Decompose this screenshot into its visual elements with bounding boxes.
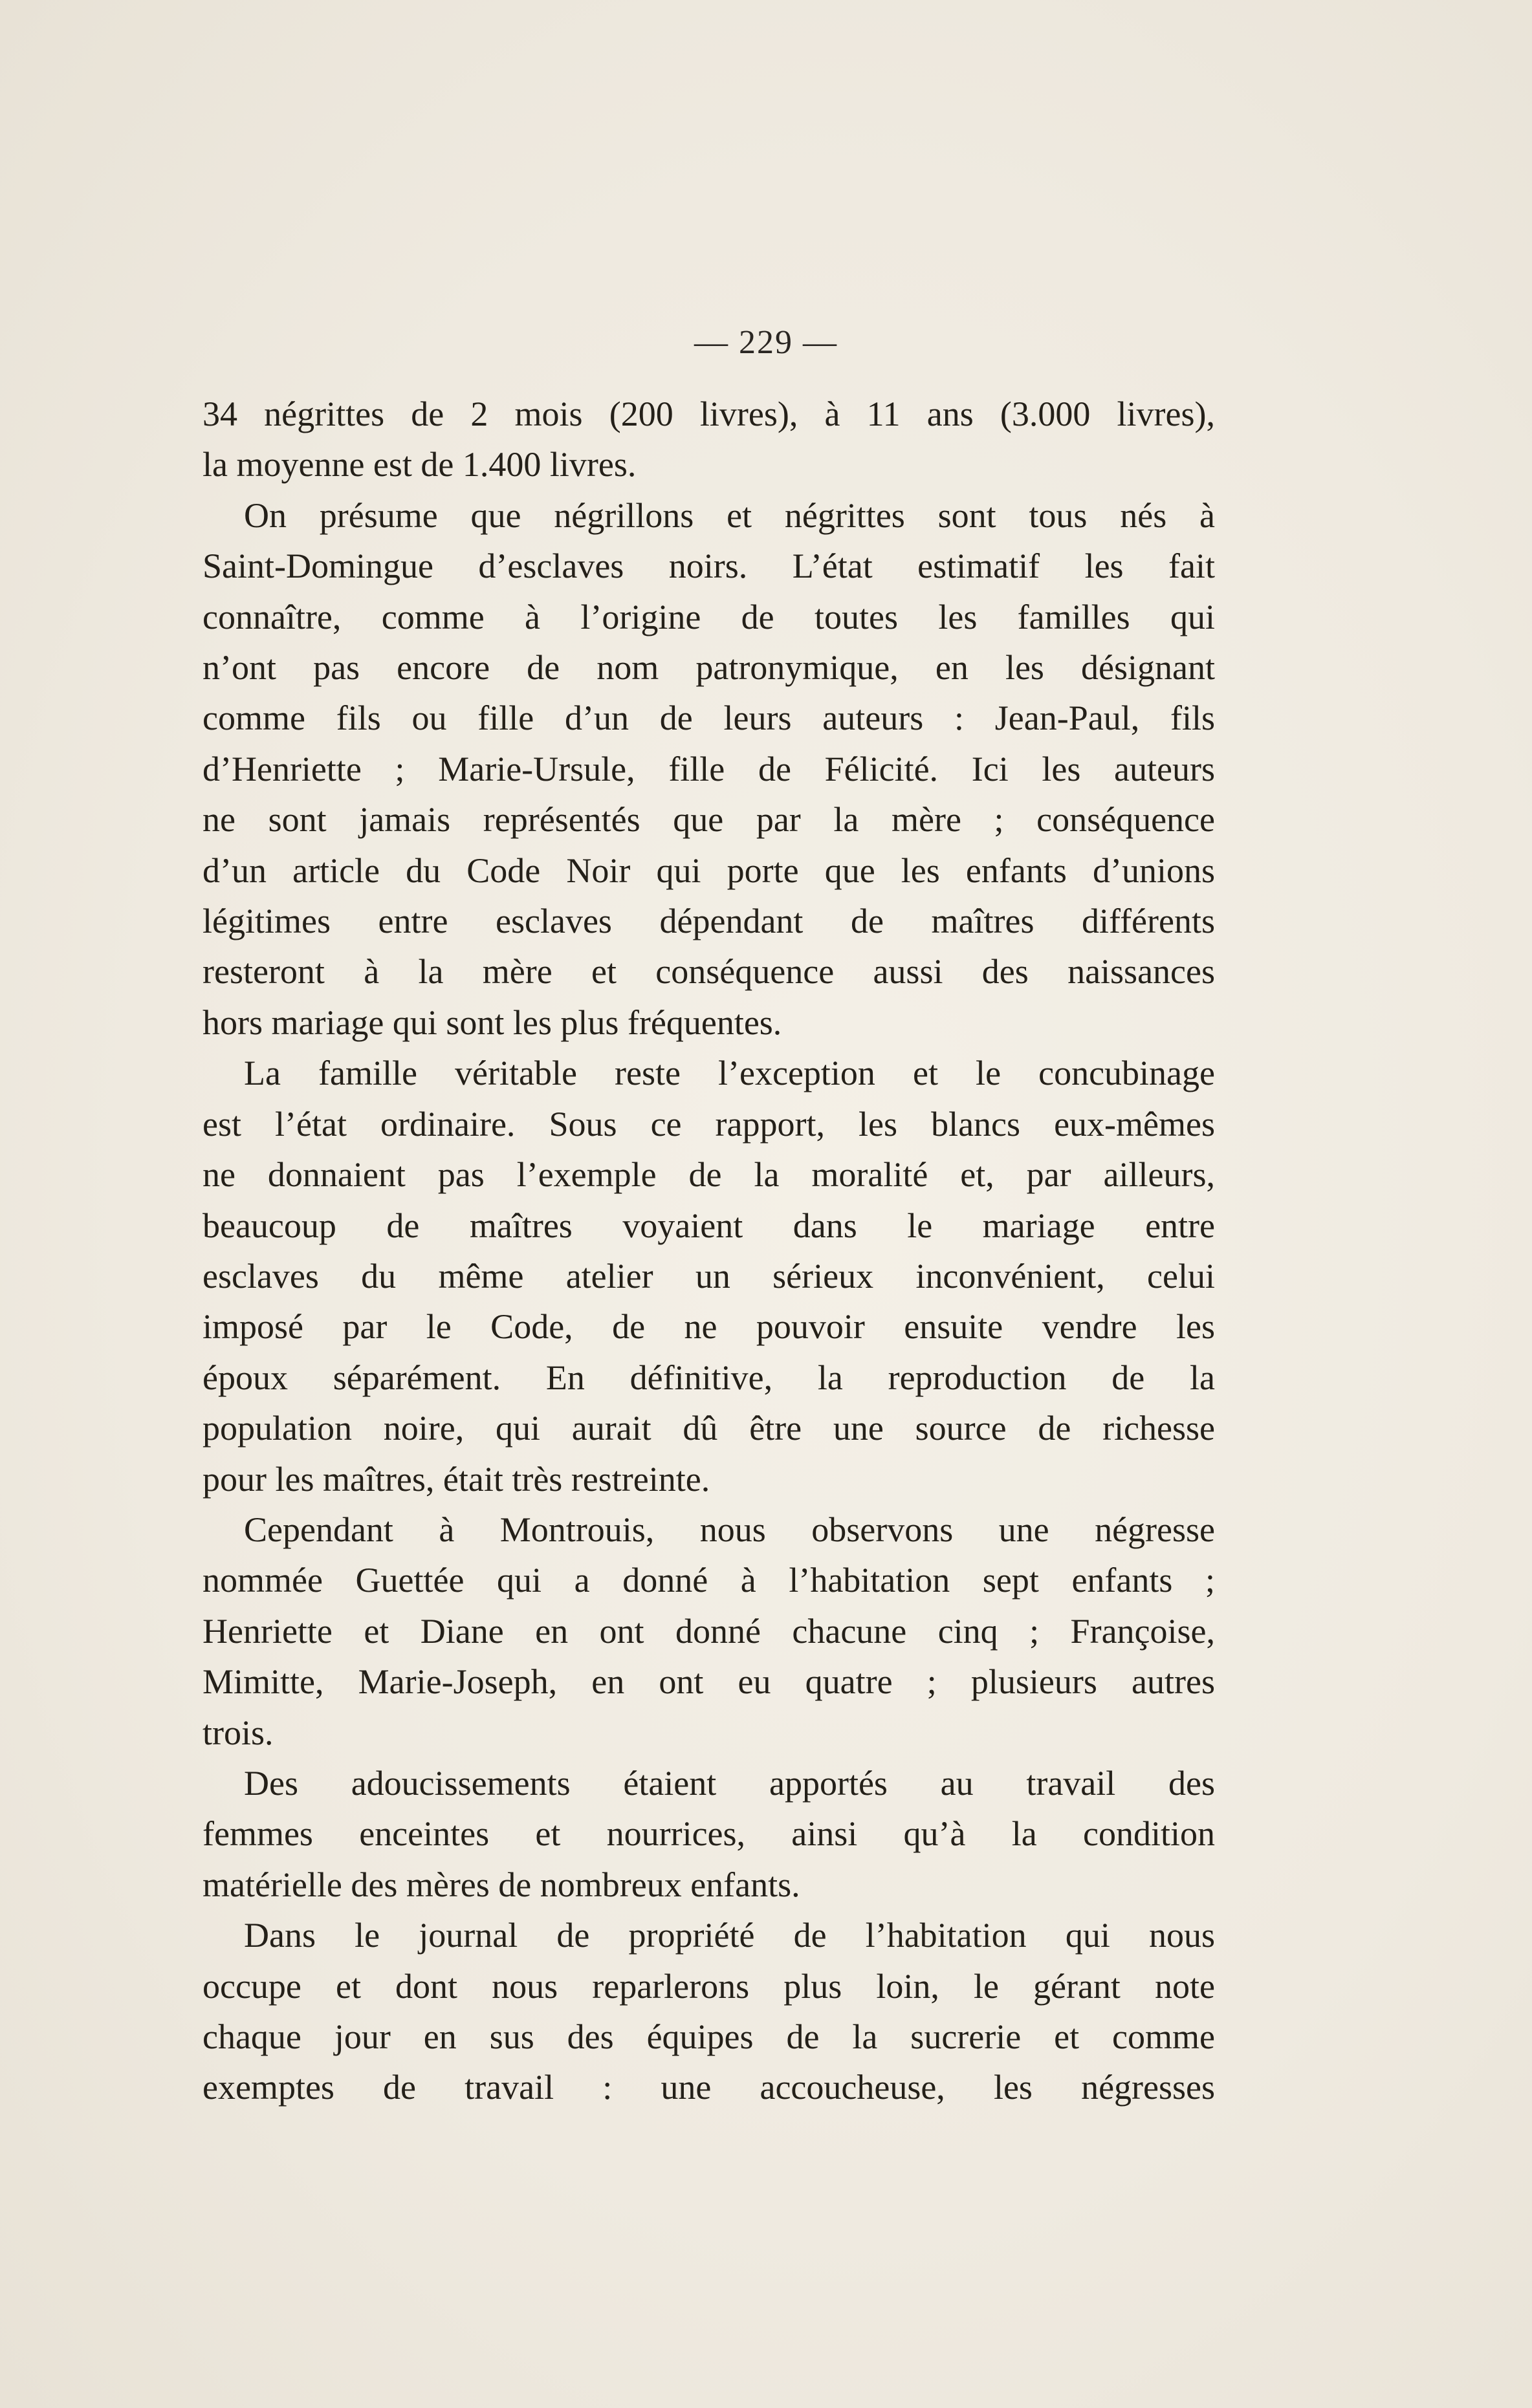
text-line: n’ont pas encore de nom patronymique, en les désignant: [202, 648, 1215, 688]
text-line: Des adoucissements étaient apportés au travail des: [244, 1763, 1215, 1803]
text-line: esclaves du même atelier un sérieux inconvénient, celui: [202, 1256, 1215, 1296]
text-line: d’Henriette ; Marie-Ursule, fille de Félicité. Ici les auteurs: [202, 749, 1215, 788]
text-line: Henriette et Diane en ont donné chacune cinq ; Françoise,: [202, 1611, 1215, 1651]
text-line: d’un article du Code Noir qui porte que les enfants d’unions: [202, 851, 1215, 890]
text-line: imposé par le Code, de ne pouvoir ensuite vendre les: [202, 1307, 1215, 1347]
text-line: femmes enceintes et nourrices, ainsi qu’à la condition: [202, 1814, 1215, 1854]
text-line: connaître, comme à l’origine de toutes les familles qui: [202, 597, 1215, 636]
text-line: pour les maîtres, était très restreinte.: [202, 1459, 710, 1499]
paragraph: [202, 1758, 1215, 1910]
text-line: occupe et dont nous reparlerons plus loin, le gérant note: [202, 1966, 1215, 2006]
text-line: hors mariage qui sont les plus fréquentes.: [202, 1003, 782, 1042]
text-line: exemptes de travail : une accoucheuse, les négresses: [202, 2068, 1215, 2107]
paragraph: [202, 1910, 1215, 2113]
text-line: 34 négrittes de 2 mois (200 livres), à 11 ans (3.000 livres),: [202, 395, 1215, 433]
text-line: population noire, qui aurait dû être une source de richesse: [202, 1409, 1215, 1448]
text-line: légitimes entre esclaves dépendant de maîtres différents: [202, 902, 1215, 941]
text-line: nommée Guettée qui a donné à l’habitation sept enfants ;: [202, 1561, 1215, 1600]
text-line: comme fils ou fille d’un de leurs auteurs : Jean-Paul, fils: [202, 699, 1215, 738]
text-line: Cependant à Montrouis, nous observons une négresse: [244, 1510, 1215, 1549]
paragraph: [202, 1048, 1215, 1504]
paragraph: [202, 1504, 1215, 1758]
body-text: [202, 389, 1215, 2113]
text-line: beaucoup de maîtres voyaient dans le mariage entre: [202, 1206, 1215, 1245]
text-line: chaque jour en sus des équipes de la sucrerie et comme: [202, 2017, 1215, 2056]
text-line: ne sont jamais représentés que par la mère ; conséquence: [202, 800, 1215, 840]
text-line: On présume que négrillons et négrittes sont tous nés à: [244, 495, 1215, 535]
page-number: — 229 —: [694, 324, 838, 361]
text-line: matérielle des mères de nombreux enfants.: [202, 1865, 800, 1904]
text-line: est l’état ordinaire. Sous ce rapport, les blancs eux-mêmes: [202, 1104, 1215, 1144]
text-line: Mimitte, Marie-Joseph, en ont eu quatre ; plusieurs autres: [202, 1662, 1215, 1702]
paragraph: [202, 490, 1215, 1048]
text-line: La famille véritable reste l’exception et le concubinage: [244, 1054, 1215, 1093]
text-line: resteront à la mère et conséquence aussi des naissances: [202, 952, 1215, 992]
paragraph: [202, 389, 1215, 490]
text-line: Saint-Domingue d’esclaves noirs. L’état estimatif les fait: [202, 547, 1215, 586]
text-line: trois.: [202, 1713, 274, 1752]
text-line: la moyenne est de 1.400 livres.: [202, 445, 637, 484]
text-line: Dans le journal de propriété de l’habitation qui nous: [244, 1916, 1215, 1955]
text-line: ne donnaient pas l’exemple de la moralité et, par ailleurs,: [202, 1155, 1215, 1195]
text-line: époux séparément. En définitive, la reproduction de la: [202, 1358, 1215, 1397]
